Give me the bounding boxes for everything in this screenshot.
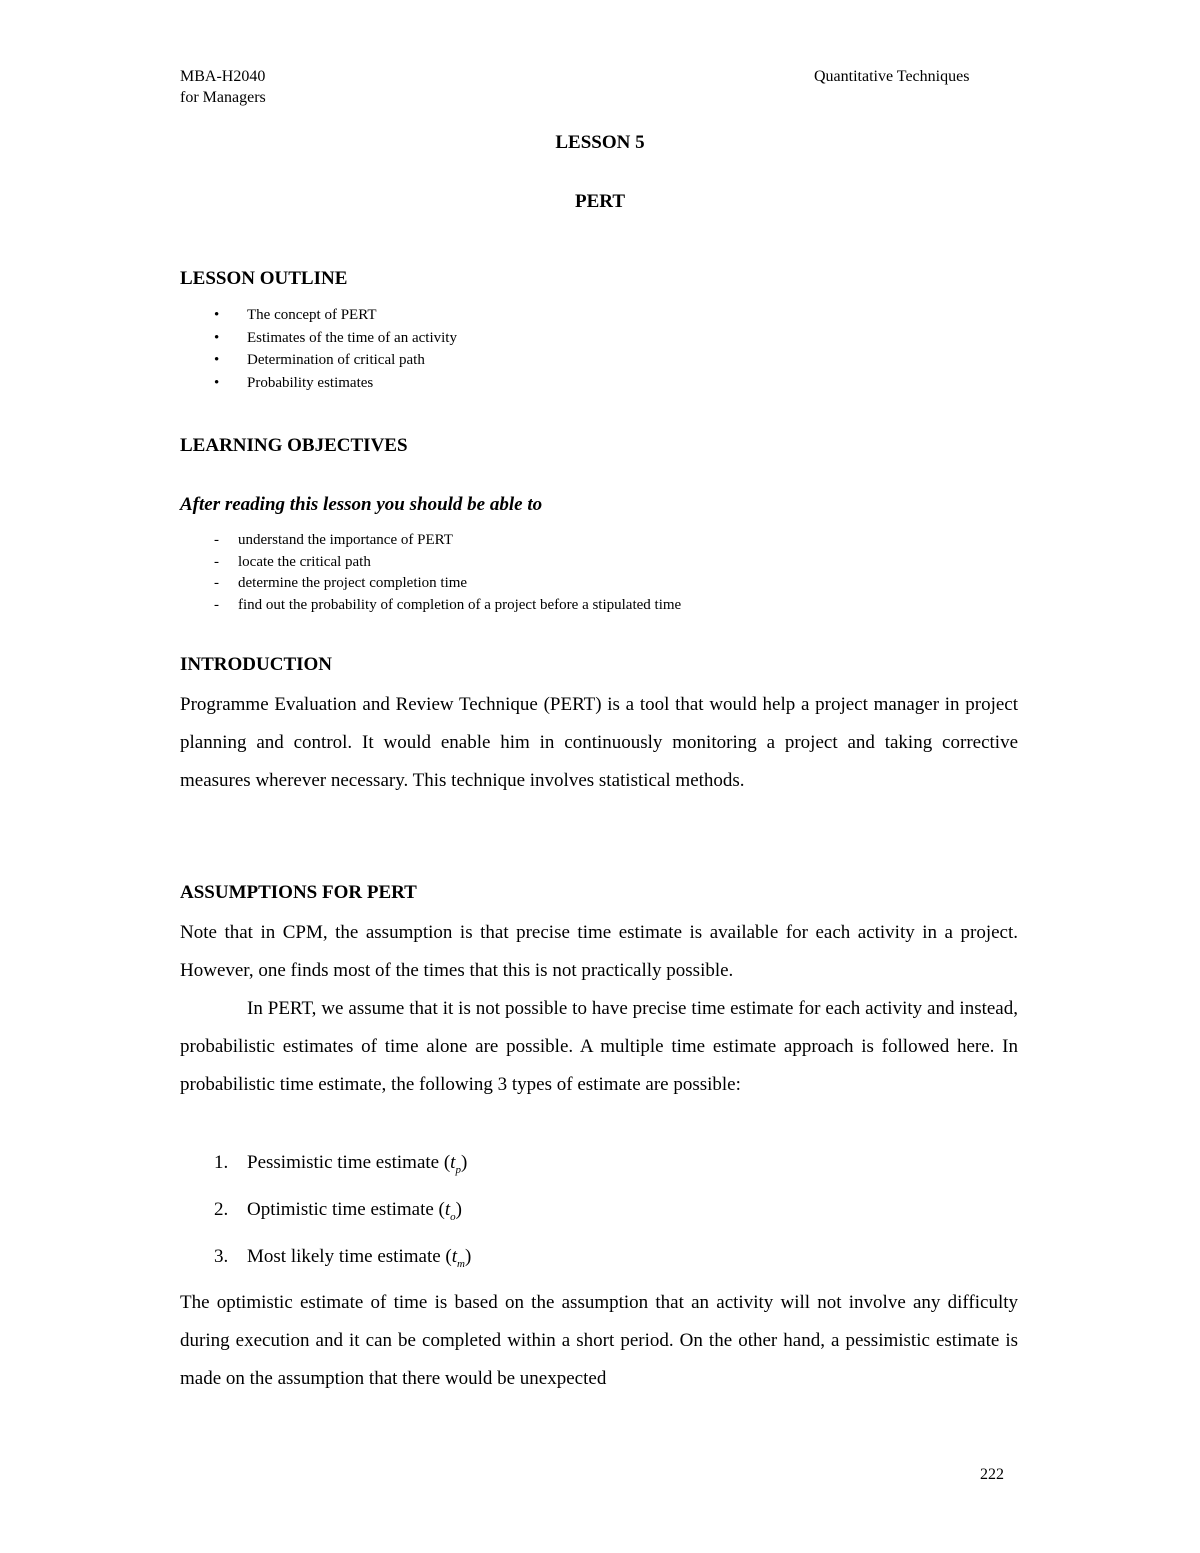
list-item: • The concept of PERT <box>180 304 1018 327</box>
list-item: • Probability estimates <box>180 372 1018 395</box>
course-code: MBA-H2040 <box>180 68 266 85</box>
outline-heading: LESSON OUTLINE <box>180 268 348 289</box>
running-header-left <box>180 66 266 108</box>
symbol-subscript: m <box>457 1257 465 1270</box>
item-number: 3. <box>214 1246 229 1267</box>
symbol-subscript: p <box>455 1163 461 1176</box>
objectives-list <box>180 530 1018 616</box>
objectives-heading: LEARNING OBJECTIVES <box>180 435 408 456</box>
list-item: - locate the critical path <box>180 552 1018 574</box>
list-item: • Estimates of the time of an activity <box>180 327 1018 350</box>
estimate-item-pessimistic: 1. Pessimistic time estimate $(t_p)$ <box>214 1152 468 1176</box>
dash-marker: - <box>214 575 219 591</box>
list-item: • Determination of critical path <box>180 349 1018 372</box>
objectives-lead: After reading this lesson you should be able to <box>180 494 543 515</box>
dash-marker: - <box>214 596 219 613</box>
symbol-t: t <box>450 1152 456 1173</box>
item-number: 1. <box>214 1152 229 1173</box>
symbol-subscript: o <box>450 1210 456 1223</box>
list-item: - find out the probability of completion of a project before a stipulated time <box>180 595 1018 617</box>
bullet-icon: • <box>214 352 220 368</box>
lesson-number: LESSON 5 <box>555 132 645 153</box>
symbol-t: t <box>451 1246 458 1267</box>
introduction-paragraph: Programme Evaluation and Review Technique (PERT) is a tool that would help a project manager in project planning and control. It would enable him in continuously monitoring a project and taking corrective measures wherever necessary. This technique involves statistical methods. <box>180 694 1018 791</box>
course-title: Quantitative Techniques <box>814 68 970 85</box>
estimate-item-most-likely: 3. Most likely time estimate $(t_m)$ <box>214 1246 472 1270</box>
item-number: 2. <box>214 1199 229 1220</box>
dash-marker: - <box>214 532 219 548</box>
list-item: - understand the importance of PERT <box>180 530 1018 552</box>
page-number: 222 <box>980 1466 1004 1483</box>
bullet-icon: • <box>214 329 220 346</box>
assumptions-heading: ASSUMPTIONS FOR PERT <box>180 882 417 903</box>
outline-list <box>180 304 1018 394</box>
list-item: - determine the project completion time <box>180 573 1018 595</box>
symbol-t: t <box>444 1199 451 1220</box>
assumptions-paragraph-3: The optimistic estimate of time is based on the assumption that an activity will not involve any difficulty during execution and it can be completed within a short period. On the other hand, a pessimistic estimate is made on the assumption that there would be unexpected <box>180 1292 1018 1389</box>
bullet-icon: • <box>214 374 220 391</box>
course-subtitle: for Managers <box>180 89 266 106</box>
lesson-topic: PERT <box>574 191 625 212</box>
assumptions-paragraph-2: In PERT, we assume that it is not possible to have precise time estimate for each activity and instead, probabilistic estimates of time alone are possible. A multiple time estimate approach is followed here. In probabilistic time estimate, the following 3 types of estimate are possible: <box>180 998 1018 1095</box>
assumptions-paragraph-1: Note that in CPM, the assumption is that precise time estimate is available for each activity in a project. However, one finds most of the times that this is not practically possible. <box>180 922 1018 981</box>
introduction-heading: INTRODUCTION <box>180 654 333 675</box>
estimate-item-optimistic: 2. Optimistic time estimate $(t_o)$ <box>214 1199 462 1223</box>
bullet-icon: • <box>214 307 220 323</box>
dash-marker: - <box>214 553 219 570</box>
